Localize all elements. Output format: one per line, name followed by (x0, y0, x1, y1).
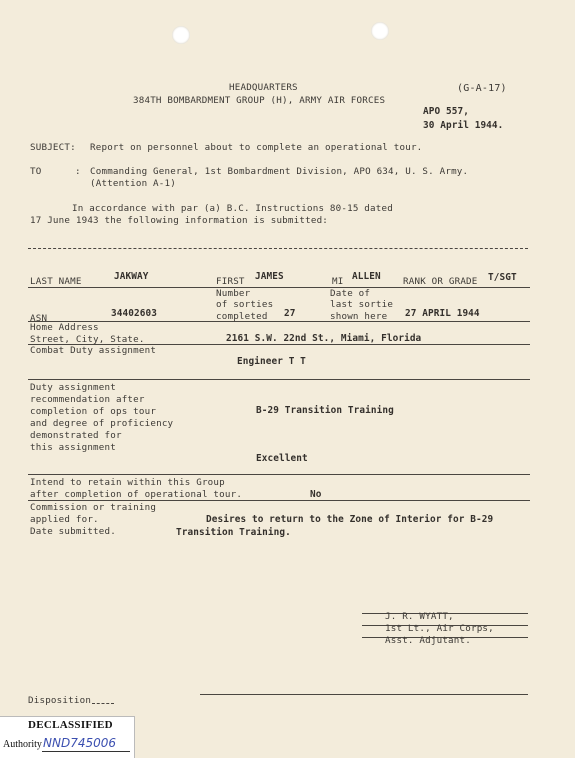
header-line-1: HEADQUARTERS (229, 82, 298, 93)
retain-label-1: Intend to retain within this Group (30, 477, 225, 488)
home-label-2: Street, City, State. (30, 334, 145, 345)
commission-value-line-1: Desires to return to the Zone of Interior for B-29 (206, 514, 494, 525)
duty-row-line (28, 474, 530, 475)
header-line-2: 384TH BOMBARDMENT GROUP (H), ARMY AIR FORCES (133, 95, 386, 106)
last-sortie-label-2: last sortie (330, 299, 394, 310)
authority-value: NND745006 (43, 736, 117, 750)
sorties-label-2: of sorties (216, 299, 274, 310)
proficiency-value: Excellent (256, 453, 308, 464)
intro-line-1: In accordance with par (a) B.C. Instructions 80-15 dated (72, 203, 393, 214)
combat-row-line (28, 379, 530, 380)
asn-label: ASN (30, 313, 48, 324)
first-name-value: JAMES (255, 271, 284, 282)
last-name-value: JAKWAY (114, 271, 149, 282)
duty-label-6: this assignment (30, 442, 116, 453)
duty-label-3: completion of ops tour (30, 406, 157, 417)
subject-text: Report on personnel about to complete an operational tour. (90, 142, 423, 153)
commission-value-line-2: Transition Training. (176, 527, 291, 538)
apo-number: APO 557, (423, 106, 469, 117)
home-address-value: 2161 S.W. 22nd St., Miami, Florida (226, 333, 422, 344)
duty-recommendation-value: B-29 Transition Training (256, 405, 394, 416)
signature-rank: 1st Lt., Air Corps, (385, 623, 494, 634)
middle-initial-value: ALLEN (352, 271, 381, 282)
signature-title: Asst. Adjutant. (385, 635, 471, 646)
duty-label-5: demonstrated for (30, 430, 122, 441)
signature-name: J. R. WYATT, (385, 611, 454, 622)
first-name-label: FIRST (216, 276, 245, 287)
retain-value: No (310, 489, 322, 500)
declassified-stamp (0, 716, 135, 758)
duty-label-4: and degree of proficiency (30, 418, 174, 429)
to-line-2: (Attention A-1) (90, 178, 176, 189)
sorties-label-1: Number (216, 288, 251, 299)
authority-underline (42, 751, 130, 752)
middle-initial-label: MI (332, 276, 344, 287)
to-colon: : (75, 166, 81, 177)
duty-label-1: Duty assignment (30, 382, 116, 393)
to-line-1: Commanding General, 1st Bombardment Division, APO 634, U. S. Army. (90, 166, 469, 177)
disposition-line (200, 694, 528, 695)
last-name-label: LAST NAME (30, 276, 82, 287)
duty-label-2: recommendation after (30, 394, 145, 405)
asn-row-line (28, 321, 530, 322)
subject-label: SUBJECT: (30, 142, 76, 153)
last-sortie-label-1: Date of (330, 288, 371, 299)
authority-label: Authority (3, 739, 42, 750)
form-code: (G-A-17) (457, 83, 507, 94)
rank-value: T/SGT (488, 272, 517, 283)
home-label-1: Home Address (30, 322, 99, 333)
name-row-line (28, 287, 530, 288)
punch-hole-right (371, 22, 389, 40)
disposition-lead-line (92, 703, 114, 704)
commission-label-3: Date submitted. (30, 526, 116, 537)
asn-value: 34402603 (111, 308, 157, 319)
intro-line-2: 17 June 1943 the following information is submitted: (30, 215, 329, 226)
commission-label-1: Commission or training (30, 502, 157, 513)
sorties-value: 27 (284, 308, 296, 319)
combat-duty-value: Engineer T T (237, 356, 306, 367)
rank-label: RANK OR GRADE (403, 276, 478, 287)
last-sortie-label-3: shown here (330, 311, 388, 322)
last-sortie-value: 27 APRIL 1944 (405, 308, 480, 319)
to-label: TO (30, 166, 42, 177)
divider (28, 248, 528, 249)
sorties-label-3: completed (216, 311, 268, 322)
retain-row-line (28, 500, 530, 501)
combat-duty-label: Combat Duty assignment (30, 345, 157, 356)
report-date: 30 April 1944. (423, 120, 504, 131)
declassified-title: DECLASSIFIED (28, 719, 113, 731)
disposition-label: Disposition (28, 695, 92, 706)
retain-label-2: after completion of operational tour. (30, 489, 243, 500)
commission-label-2: applied for. (30, 514, 99, 525)
punch-hole-left (172, 26, 190, 44)
